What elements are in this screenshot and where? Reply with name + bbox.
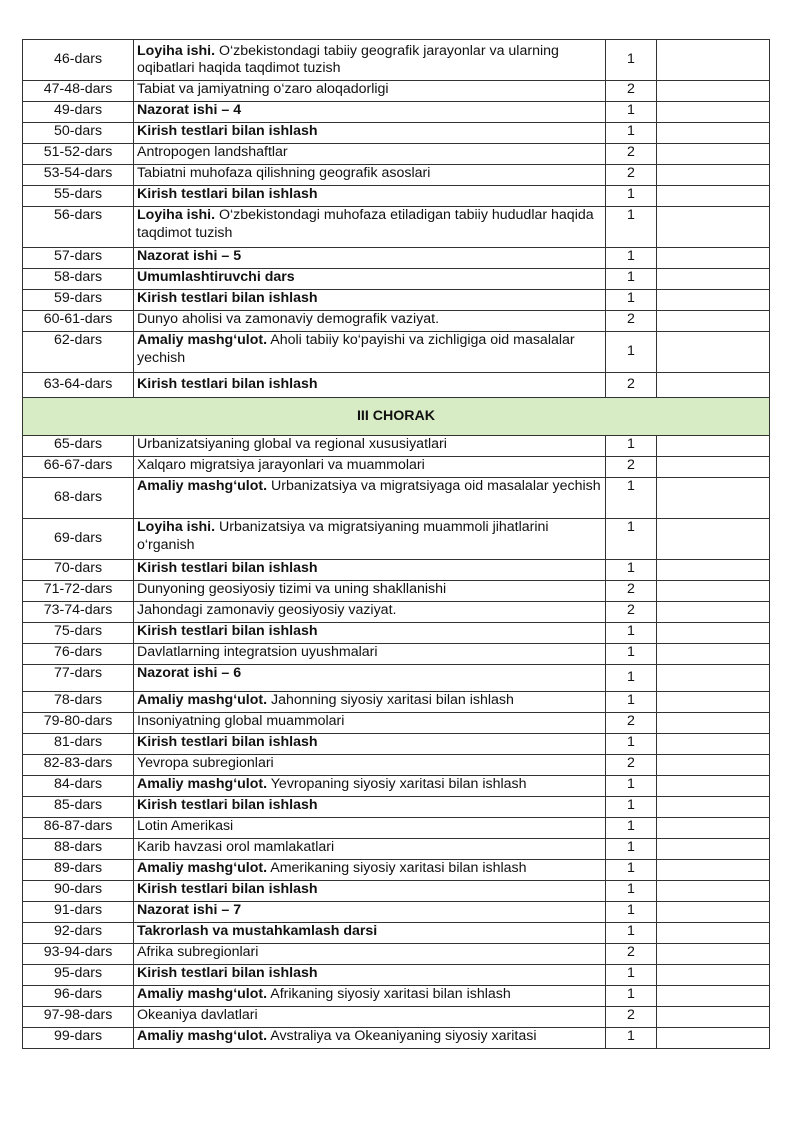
lesson-number: 63-64-dars xyxy=(23,373,134,398)
lesson-number: 76-dars xyxy=(23,644,134,665)
lesson-topic xyxy=(134,602,606,623)
lesson-number: 59-dars xyxy=(23,290,134,311)
lesson-row xyxy=(23,902,770,923)
lesson-topic-text: Amerikaning siyosiy xaritasi bilan ishlash xyxy=(267,860,527,876)
lesson-hours: 1 xyxy=(606,818,657,839)
lesson-number: 49-dars xyxy=(23,102,134,123)
lesson-topic xyxy=(134,290,606,311)
lesson-number: 78-dars xyxy=(23,692,134,713)
lesson-date-cell xyxy=(657,373,770,398)
lesson-hours: 1 xyxy=(606,734,657,755)
lesson-date-cell xyxy=(657,965,770,986)
lesson-row xyxy=(23,734,770,755)
lesson-topic-text: Urbanizatsiya va migratsiyaga oid masalalar yechish xyxy=(267,478,601,494)
lesson-date-cell xyxy=(657,165,770,186)
lesson-row xyxy=(23,269,770,290)
lesson-topic xyxy=(134,207,606,248)
lesson-topic-text: Takrorlash va mustahkamlash darsi xyxy=(137,923,378,939)
lesson-type-label: Loyiha ishi. xyxy=(137,42,216,59)
lesson-topic xyxy=(134,755,606,776)
lesson-topic xyxy=(134,818,606,839)
lesson-number: 82-83-dars xyxy=(23,755,134,776)
lesson-date-cell xyxy=(657,40,770,81)
lesson-topic xyxy=(134,311,606,332)
lesson-date-cell xyxy=(657,713,770,734)
lesson-row xyxy=(23,839,770,860)
lesson-topic xyxy=(134,986,606,1007)
lesson-hours: 1 xyxy=(606,860,657,881)
lesson-topic-text: Kirish testlari bilan ishlash xyxy=(137,376,318,393)
lesson-hours: 1 xyxy=(606,665,657,692)
lesson-row xyxy=(23,692,770,713)
lesson-number: 58-dars xyxy=(23,269,134,290)
lesson-topic-text: Kirish testlari bilan ishlash xyxy=(137,290,318,306)
lesson-number: 51-52-dars xyxy=(23,144,134,165)
lesson-topic xyxy=(134,436,606,457)
lesson-hours: 1 xyxy=(606,478,657,519)
lesson-hours: 1 xyxy=(606,207,657,248)
lesson-topic-text: Kirish testlari bilan ishlash xyxy=(137,186,318,202)
lesson-date-cell xyxy=(657,123,770,144)
lesson-hours: 2 xyxy=(606,311,657,332)
lesson-hours: 1 xyxy=(606,248,657,269)
lesson-hours: 1 xyxy=(606,123,657,144)
lesson-topic xyxy=(134,902,606,923)
lesson-number: 56-dars xyxy=(23,207,134,248)
lesson-row xyxy=(23,40,770,81)
lesson-number: 79-80-dars xyxy=(23,713,134,734)
lesson-topic xyxy=(134,560,606,581)
lesson-hours: 2 xyxy=(606,713,657,734)
lesson-topic xyxy=(134,332,606,373)
lesson-topic-text: Jahondagi zamonaviy geosiyosiy vaziyat. xyxy=(137,602,397,618)
lesson-date-cell xyxy=(657,986,770,1007)
lesson-date-cell xyxy=(657,860,770,881)
lesson-number: 50-dars xyxy=(23,123,134,144)
lesson-topic-text: Dunyoning geosiyosiy tizimi va uning shakllanishi xyxy=(137,581,447,597)
lesson-hours: 1 xyxy=(606,986,657,1007)
lesson-row xyxy=(23,560,770,581)
lesson-topic-text: Xalqaro migratsiya jarayonlari va muammolari xyxy=(137,457,425,473)
lesson-hours: 1 xyxy=(606,102,657,123)
lesson-topic xyxy=(134,734,606,755)
lesson-date-cell xyxy=(657,797,770,818)
lesson-row xyxy=(23,581,770,602)
lesson-topic xyxy=(134,144,606,165)
lesson-date-cell xyxy=(657,776,770,797)
lesson-number: 57-dars xyxy=(23,248,134,269)
lesson-row xyxy=(23,436,770,457)
lesson-date-cell xyxy=(657,734,770,755)
lesson-topic-text: Avstraliya va Okeaniyaning siyosiy xaritasi xyxy=(267,1028,537,1044)
lesson-topic-text: Nazorat ishi – 4 xyxy=(137,102,242,118)
lesson-row xyxy=(23,1007,770,1028)
lesson-date-cell xyxy=(657,290,770,311)
lesson-hours: 2 xyxy=(606,602,657,623)
lesson-type-label: Amaliy mashg‘ulot. xyxy=(137,332,268,348)
lesson-hours: 2 xyxy=(606,1007,657,1028)
lesson-number: 47-48-dars xyxy=(23,81,134,102)
lesson-hours: 1 xyxy=(606,186,657,207)
lesson-date-cell xyxy=(657,1007,770,1028)
lesson-row xyxy=(23,207,770,248)
lesson-rows xyxy=(23,40,770,1049)
lesson-row xyxy=(23,986,770,1007)
lesson-topic-text: Urbanizatsiya va migratsiyaning muammoli jihatlarini o‘rganish xyxy=(137,519,549,553)
lesson-date-cell xyxy=(657,519,770,560)
lesson-topic xyxy=(134,1007,606,1028)
lesson-row xyxy=(23,965,770,986)
lesson-row xyxy=(23,818,770,839)
lesson-topic xyxy=(134,692,606,713)
lesson-hours: 1 xyxy=(606,560,657,581)
lesson-topic xyxy=(134,186,606,207)
lesson-topic xyxy=(134,581,606,602)
lesson-date-cell xyxy=(657,207,770,248)
lesson-date-cell xyxy=(657,839,770,860)
lesson-type-label: Amaliy mashg‘ulot. xyxy=(137,478,268,494)
lesson-number: 46-dars xyxy=(23,40,134,81)
lesson-hours: 2 xyxy=(606,373,657,398)
lesson-row xyxy=(23,290,770,311)
lesson-number: 95-dars xyxy=(23,965,134,986)
lesson-topic xyxy=(134,248,606,269)
lesson-topic-text: Dunyo aholisi va zamonaviy demografik vaziyat. xyxy=(137,311,440,327)
lesson-hours: 2 xyxy=(606,755,657,776)
lesson-topic xyxy=(134,776,606,797)
lesson-hours: 1 xyxy=(606,40,657,81)
lesson-date-cell xyxy=(657,144,770,165)
lesson-row xyxy=(23,81,770,102)
lesson-date-cell xyxy=(657,269,770,290)
lesson-topic xyxy=(134,519,606,560)
lesson-hours: 1 xyxy=(606,1028,657,1049)
lesson-topic xyxy=(134,457,606,478)
lesson-date-cell xyxy=(657,186,770,207)
lesson-number: 86-87-dars xyxy=(23,818,134,839)
lesson-topic xyxy=(134,923,606,944)
lesson-number: 99-dars xyxy=(23,1028,134,1049)
lesson-number: 68-dars xyxy=(23,478,134,519)
lesson-hours: 1 xyxy=(606,923,657,944)
lesson-topic-text: Urbanizatsiyaning global va regional xususiyatlari xyxy=(137,436,447,452)
lesson-topic-text: Yevropa subregionlari xyxy=(137,755,274,771)
lesson-row xyxy=(23,186,770,207)
lesson-number: 90-dars xyxy=(23,881,134,902)
lesson-date-cell xyxy=(657,623,770,644)
lesson-number: 60-61-dars xyxy=(23,311,134,332)
lesson-topic-text: Jahonning siyosiy xaritasi bilan ishlash xyxy=(267,692,514,708)
lesson-number: 92-dars xyxy=(23,923,134,944)
lesson-topic xyxy=(134,269,606,290)
lesson-number: 53-54-dars xyxy=(23,165,134,186)
lesson-topic xyxy=(134,713,606,734)
lesson-topic-text: Tabiat va jamiyatning o‘zaro aloqadorligi xyxy=(137,81,389,97)
lesson-date-cell xyxy=(657,1028,770,1049)
lesson-topic-text: Lotin Amerikasi xyxy=(137,818,234,834)
lesson-topic-text: Nazorat ishi – 7 xyxy=(137,902,242,918)
lesson-row xyxy=(23,944,770,965)
lesson-type-label: Amaliy mashg‘ulot. xyxy=(137,776,268,792)
lesson-topic xyxy=(134,965,606,986)
lesson-topic xyxy=(134,478,606,519)
lesson-hours: 1 xyxy=(606,776,657,797)
lesson-number: 88-dars xyxy=(23,839,134,860)
lesson-topic xyxy=(134,165,606,186)
lesson-date-cell xyxy=(657,311,770,332)
lesson-topic xyxy=(134,860,606,881)
lesson-number: 73-74-dars xyxy=(23,602,134,623)
lesson-hours: 1 xyxy=(606,290,657,311)
lesson-number: 66-67-dars xyxy=(23,457,134,478)
lesson-number: 70-dars xyxy=(23,560,134,581)
lesson-topic xyxy=(134,644,606,665)
lesson-topic xyxy=(134,81,606,102)
lesson-row xyxy=(23,665,770,692)
lesson-row xyxy=(23,165,770,186)
lesson-number: 91-dars xyxy=(23,902,134,923)
lesson-row xyxy=(23,923,770,944)
lesson-type-label: Amaliy mashg‘ulot. xyxy=(137,692,268,708)
lesson-row xyxy=(23,1028,770,1049)
lesson-topic xyxy=(134,373,606,398)
lesson-topic xyxy=(134,839,606,860)
lesson-hours: 1 xyxy=(606,839,657,860)
lesson-row xyxy=(23,144,770,165)
lesson-topic-text: Kirish testlari bilan ishlash xyxy=(137,734,318,750)
lesson-topic-text: Kirish testlari bilan ishlash xyxy=(137,797,318,813)
lesson-date-cell xyxy=(657,332,770,373)
lesson-topic-text: Nazorat ishi – 6 xyxy=(137,665,242,681)
lesson-topic-text: Antropogen landshaftlar xyxy=(137,144,288,160)
lesson-topic-text: Kirish testlari bilan ishlash xyxy=(137,623,318,639)
lesson-hours: 2 xyxy=(606,457,657,478)
lesson-topic-text: Okeaniya davlatlari xyxy=(137,1007,258,1023)
lesson-type-label: Amaliy mashg‘ulot. xyxy=(137,1028,268,1044)
lesson-hours: 1 xyxy=(606,332,657,373)
lesson-hours: 2 xyxy=(606,81,657,102)
lesson-topic xyxy=(134,665,606,692)
lesson-number: 97-98-dars xyxy=(23,1007,134,1028)
section-header-row xyxy=(23,398,770,436)
lesson-topic-text: Insoniyatning global muammolari xyxy=(137,713,345,729)
lesson-date-cell xyxy=(657,581,770,602)
lesson-number: 89-dars xyxy=(23,860,134,881)
lesson-hours: 2 xyxy=(606,165,657,186)
lesson-row xyxy=(23,644,770,665)
lesson-topic xyxy=(134,944,606,965)
lesson-hours: 1 xyxy=(606,644,657,665)
lesson-number: 93-94-dars xyxy=(23,944,134,965)
lesson-date-cell xyxy=(657,478,770,519)
lesson-topic xyxy=(134,40,606,81)
lesson-row xyxy=(23,713,770,734)
lesson-topic-text: Kirish testlari bilan ishlash xyxy=(137,123,318,139)
lesson-hours: 2 xyxy=(606,144,657,165)
lesson-topic-text: O‘zbekistondagi tabiiy geografik jarayonlar va ularning oqibatlari haqida taqdimot tuzish xyxy=(137,42,559,76)
lesson-topic-text: Yevropaning siyosiy xaritasi bilan ishlash xyxy=(267,776,527,792)
lesson-row xyxy=(23,248,770,269)
lesson-date-cell xyxy=(657,436,770,457)
lesson-topic-text: Kirish testlari bilan ishlash xyxy=(137,965,318,981)
lesson-row xyxy=(23,519,770,560)
lesson-number: 71-72-dars xyxy=(23,581,134,602)
lesson-date-cell xyxy=(657,102,770,123)
lesson-row xyxy=(23,797,770,818)
lesson-type-label: Loyiha ishi. xyxy=(137,519,216,535)
lesson-topic-text: Kirish testlari bilan ishlash xyxy=(137,881,318,897)
lesson-topic xyxy=(134,102,606,123)
lesson-row xyxy=(23,102,770,123)
lesson-row xyxy=(23,776,770,797)
lesson-topic xyxy=(134,623,606,644)
lesson-hours: 2 xyxy=(606,944,657,965)
lesson-number: 65-dars xyxy=(23,436,134,457)
lesson-date-cell xyxy=(657,665,770,692)
lesson-date-cell xyxy=(657,644,770,665)
lesson-number: 85-dars xyxy=(23,797,134,818)
lesson-date-cell xyxy=(657,902,770,923)
lesson-topic-text: O‘zbekistondagi muhofaza etiladigan tabiiy hududlar haqida taqdimot tuzish xyxy=(137,207,594,241)
lesson-date-cell xyxy=(657,457,770,478)
lesson-hours: 1 xyxy=(606,965,657,986)
lesson-hours: 1 xyxy=(606,519,657,560)
lesson-type-label: Amaliy mashg‘ulot. xyxy=(137,860,268,876)
lesson-hours: 1 xyxy=(606,797,657,818)
lesson-row xyxy=(23,623,770,644)
lesson-number: 96-dars xyxy=(23,986,134,1007)
lesson-date-cell xyxy=(657,881,770,902)
lesson-topic-text: Tabiatni muhofaza qilishning geografik asoslari xyxy=(137,165,431,181)
section-title: III CHORAK xyxy=(23,398,770,436)
lesson-number: 62-dars xyxy=(23,332,134,373)
lesson-date-cell xyxy=(657,248,770,269)
lesson-row xyxy=(23,311,770,332)
lesson-topic-text: Nazorat ishi – 5 xyxy=(137,248,242,264)
lesson-topic-text: Aholi tabiiy ko‘payishi va zichligiga oid masalalar yechish xyxy=(137,332,575,366)
lesson-date-cell xyxy=(657,560,770,581)
lesson-hours: 1 xyxy=(606,902,657,923)
lesson-row xyxy=(23,602,770,623)
lesson-topic-text: Umumlashtiruvchi dars xyxy=(137,269,295,285)
lesson-row xyxy=(23,373,770,398)
lesson-date-cell xyxy=(657,923,770,944)
lesson-hours: 2 xyxy=(606,581,657,602)
lesson-topic xyxy=(134,881,606,902)
lesson-hours: 1 xyxy=(606,436,657,457)
lesson-type-label: Loyiha ishi. xyxy=(137,207,216,223)
lesson-topic xyxy=(134,797,606,818)
lesson-plan-table xyxy=(22,39,770,1049)
lesson-date-cell xyxy=(657,602,770,623)
lesson-number: 84-dars xyxy=(23,776,134,797)
lesson-row xyxy=(23,457,770,478)
lesson-topic-text: Kirish testlari bilan ishlash xyxy=(137,560,318,576)
lesson-topic-text: Afrika subregionlari xyxy=(137,944,259,960)
lesson-topic xyxy=(134,1028,606,1049)
lesson-number: 55-dars xyxy=(23,186,134,207)
lesson-topic-text: Karib havzasi orol mamlakatlari xyxy=(137,839,335,855)
lesson-topic xyxy=(134,123,606,144)
lesson-row xyxy=(23,123,770,144)
lesson-row xyxy=(23,860,770,881)
lesson-number: 81-dars xyxy=(23,734,134,755)
lesson-hours: 1 xyxy=(606,692,657,713)
lesson-row xyxy=(23,881,770,902)
lesson-date-cell xyxy=(657,818,770,839)
lesson-row xyxy=(23,755,770,776)
lesson-topic-text: Afrikaning siyosiy xaritasi bilan ishlash xyxy=(267,986,511,1002)
lesson-topic-text: Davlatlarning integratsion uyushmalari xyxy=(137,644,378,660)
lesson-number: 77-dars xyxy=(23,665,134,692)
lesson-date-cell xyxy=(657,81,770,102)
lesson-number: 69-dars xyxy=(23,519,134,560)
lesson-date-cell xyxy=(657,692,770,713)
lesson-date-cell xyxy=(657,944,770,965)
lesson-number: 75-dars xyxy=(23,623,134,644)
lesson-row xyxy=(23,332,770,373)
lesson-type-label: Amaliy mashg‘ulot. xyxy=(137,986,268,1002)
lesson-date-cell xyxy=(657,755,770,776)
lesson-hours: 1 xyxy=(606,269,657,290)
lesson-hours: 1 xyxy=(606,623,657,644)
lesson-hours: 1 xyxy=(606,881,657,902)
lesson-row xyxy=(23,478,770,519)
